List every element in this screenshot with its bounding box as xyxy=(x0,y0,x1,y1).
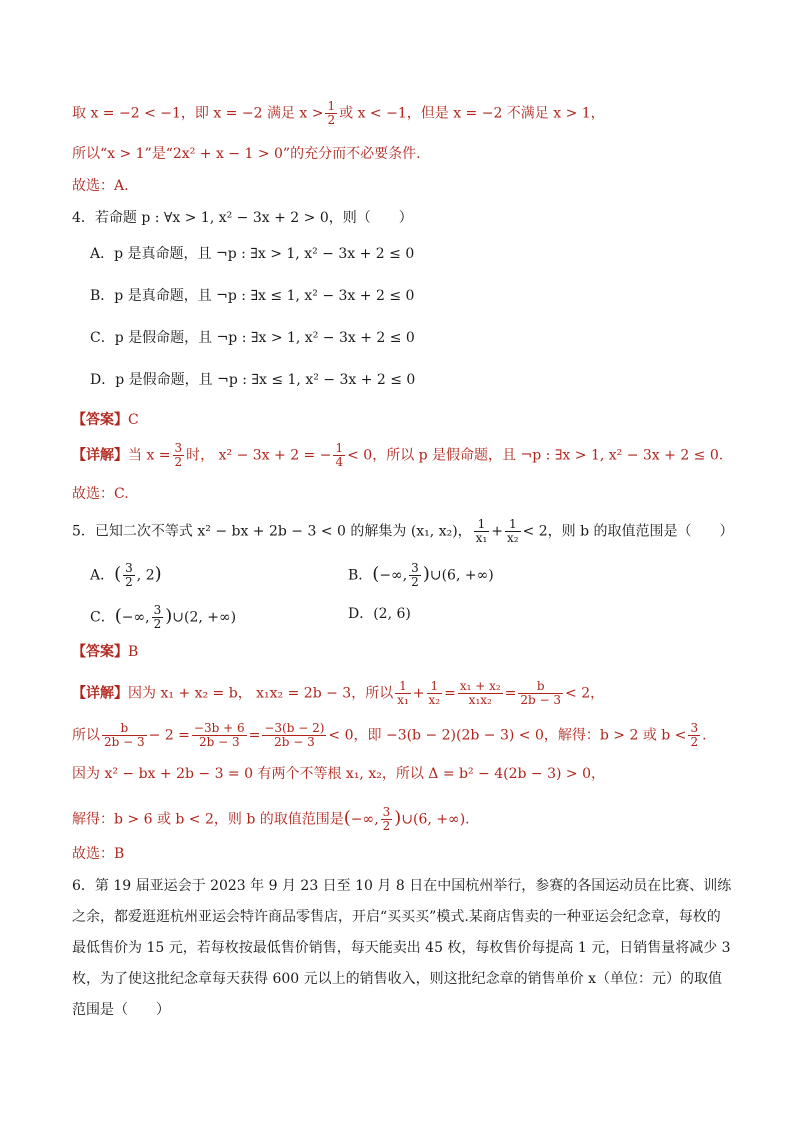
detail-text: 所以 xyxy=(72,727,100,744)
option-text: ∪(2, +∞) xyxy=(172,609,237,626)
paren-close: ) xyxy=(422,563,430,585)
numerator: 3 xyxy=(690,721,699,735)
fraction xyxy=(474,518,490,545)
denominator: 2b − 3 xyxy=(274,735,315,749)
detail-text: 时， x² − 3x + 2 = − xyxy=(186,447,332,464)
numerator: 1 xyxy=(505,518,521,532)
q5-option-d[interactable]: D．(2, 6) xyxy=(348,606,411,622)
denominator: x₂ xyxy=(506,531,519,545)
q4-option-a[interactable]: A．p 是真命题，且 ¬p : ∃x > 1, x² − 3x + 2 ≤ 0 xyxy=(90,246,415,262)
numerator: 3 xyxy=(382,805,391,819)
q5-option-c[interactable]: C．(−∞, $\frac{3}{2}$ )∪(2, +∞) xyxy=(90,603,237,631)
q5-answer xyxy=(72,642,138,662)
numerator: b xyxy=(518,680,563,694)
detail-text: 当 x = xyxy=(128,447,171,464)
denominator: 2 xyxy=(690,735,699,749)
q4-answer xyxy=(72,410,139,430)
option-letter: C． xyxy=(90,609,115,626)
numerator: −3(b − 2) xyxy=(264,721,325,735)
fraction xyxy=(173,442,185,469)
denominator: x₂ xyxy=(428,693,441,707)
solution-line-1 xyxy=(72,100,605,127)
answer-value: C xyxy=(128,412,139,428)
option-letter: B． xyxy=(348,567,373,584)
denominator: 4 xyxy=(335,455,344,469)
paren-open: ( xyxy=(372,563,380,585)
fraction xyxy=(192,722,247,749)
paren-close: ) xyxy=(154,563,162,585)
fraction xyxy=(458,680,503,707)
denominator: x₁ xyxy=(475,531,488,545)
q4-option-d[interactable]: D．p 是假命题，且 ¬p : ∃x ≤ 1, x² − 3x + 2 ≤ 0 xyxy=(90,372,416,388)
stem-text: 5．已知二次不等式 x² − bx + 2b − 3 < 0 的解集为 (x₁, x₂)， xyxy=(72,523,472,540)
fraction xyxy=(152,604,164,631)
fraction xyxy=(395,680,411,707)
fraction xyxy=(262,722,326,749)
answer-tag: 【答案】 xyxy=(72,644,128,660)
fraction xyxy=(381,806,393,833)
fraction xyxy=(102,722,147,749)
q4-option-b[interactable]: B．p 是真命题，且 ¬p : ∃x ≤ 1, x² − 3x + 2 ≤ 0 xyxy=(90,288,415,304)
question-6-text: 6．第 19 届亚运会于 2023 年 9 月 23 日至 10 月 8 日在中国杭州举行，参赛的各国运动员在比赛、训练之余，都爱逛逛杭州亚运会特许商品零售店，开启“买买买”模式.某商店售卖的一种亚运会纪念章，每枚的最低售价为 15 元，若每枚按最低售价销售，每天能卖出 45 枚，每枚售价每提高 1 元，日销售量将减少 3 枚，为了使这批纪念章每天获得 600 元以上的销售收入，则这批纪念章的销售单价 x（单位：元）的取值范围是（ ） xyxy=(72,878,732,1018)
choose-line: 故选：A. xyxy=(72,178,129,194)
numerator: 1 xyxy=(335,441,344,455)
numerator: 1 xyxy=(474,518,490,532)
denominator: x₁ xyxy=(397,693,409,707)
detail-text: ∪(6, +∞). xyxy=(401,811,470,828)
stem-text: < 2，则 b 的取值范围是（ ） xyxy=(522,523,734,540)
numerator: 3 xyxy=(174,441,183,455)
fraction xyxy=(325,100,337,127)
denominator: 2 xyxy=(327,113,336,127)
detail-text: 解得：b > 6 或 b < 2，则 b 的取值范围是 xyxy=(72,811,344,828)
q5-choose: 故选：B xyxy=(72,846,125,862)
paren-open: ( xyxy=(343,807,351,829)
denominator: 2 xyxy=(411,575,419,589)
detail-text: 因为 x₁ + x₂ = b， x₁x₂ = 2b − 3，所以 xyxy=(128,685,394,702)
fraction xyxy=(427,680,443,707)
q5-detail-2: 所以 $\frac{b}{2b - 3}$ − 2 = $\frac{-3b + 6}{2b - 3}$ = $\frac{-3(b - 2)}{2b - 3}$ < 0，即 −3(b − 2)(2b − 3) < 0，解得：b > 2 或 b < $\frac{3}{2}$ . xyxy=(72,721,707,749)
l1-text-b: 或 x < −1，但是 x = −2 不满足 x > 1， xyxy=(339,105,605,122)
denominator: 2b − 3 xyxy=(104,735,145,749)
numerator: 3 xyxy=(125,561,133,575)
fraction xyxy=(123,562,135,589)
fraction xyxy=(688,722,700,749)
l1-text-a: 取 x = −2 < −1，即 x = −2 满足 x > xyxy=(72,105,324,122)
answer-tag: 【答案】 xyxy=(72,412,128,428)
detail-text: < 0，所以 p 是假命题，且 ¬p : ∃x > 1, x² − 3x + 2 ≤ 0. xyxy=(347,447,724,464)
q5-option-a[interactable] xyxy=(90,562,162,589)
numerator: 1 xyxy=(427,680,443,694)
numerator: x₁ + x₂ xyxy=(459,679,501,693)
denominator: 2b − 3 xyxy=(520,693,562,707)
detail-text: < 0，即 −3(b − 2)(2b − 3) < 0，解得：b > 2 或 b < xyxy=(328,727,687,744)
paren-close: ) xyxy=(394,807,402,829)
paren-close: ) xyxy=(165,605,173,627)
denominator: 2 xyxy=(153,617,162,631)
numerator: b xyxy=(102,722,147,736)
solution-line-2: 所以“x > 1”是“2x² + x − 1 > 0”的充分而不必要条件. xyxy=(72,146,421,162)
question-4-stem: 4．若命题 p : ∀x > 1, x² − 3x + 2 > 0，则（ ） xyxy=(72,210,413,226)
q5-option-b[interactable]: B．(−∞, $\frac{3}{2}$ )∪(6, +∞) xyxy=(348,561,494,589)
denominator: 2 xyxy=(125,575,133,589)
denominator: 2 xyxy=(382,819,391,833)
option-letter: A． xyxy=(90,567,115,584)
detail-text: < 2， xyxy=(565,685,605,702)
paren-open: ( xyxy=(114,563,122,585)
numerator: 3 xyxy=(153,603,162,617)
detail-tag: 【详解】 xyxy=(72,447,128,464)
q4-option-c[interactable]: C．p 是假命题，且 ¬p : ∃x > 1, x² − 3x + 2 ≤ 0 xyxy=(90,330,415,346)
q4-detail xyxy=(72,442,723,469)
denominator: x₁x₂ xyxy=(468,693,492,707)
numerator: 3 xyxy=(411,561,419,575)
denominator: 2b − 3 xyxy=(198,735,240,749)
numerator: 1 xyxy=(327,99,336,113)
denominator: 2 xyxy=(174,455,183,469)
paren-open: ( xyxy=(114,605,122,627)
q5-detail-3: 因为 x² − bx + 2b − 3 = 0 有两个不等根 x₁, x₂，所以 Δ = b² − 4(2b − 3) > 0， xyxy=(72,766,606,782)
fraction xyxy=(505,518,521,545)
q5-detail-4: 解得：b > 6 或 b < 2，则 b 的取值范围是(−∞, $\frac{3}{2}$ )∪(6, +∞). xyxy=(72,805,470,833)
q4-choose: 故选：C. xyxy=(72,486,129,502)
option-text: , 2 xyxy=(136,567,155,584)
detail-tag: 【详解】 xyxy=(72,685,128,702)
numerator: −3b + 6 xyxy=(193,721,245,735)
answer-value: B xyxy=(128,644,139,660)
q5-detail-1: 【详解】因为 x₁ + x₂ = b， x₁x₂ = 2b − 3，所以 $\frac{1}{\text{x₁}}$ + $\frac{1}{\text{x₂}}$ = $\frac{\text{x₁ + x₂}}{\text{x₁x₂}}$ = $\frac{b}{2b - 3}$ < 2， xyxy=(72,679,605,707)
question-5-stem: 5．已知二次不等式 x² − bx + 2b − 3 < 0 的解集为 (x₁, x₂)， $\frac{1}{\text{x₁}}$ + $\frac{1}{\text{x₂}}$ < 2，则 b 的取值范围是（ ） xyxy=(72,517,734,545)
fraction xyxy=(518,680,563,707)
fraction xyxy=(333,442,345,469)
fraction xyxy=(409,562,421,589)
option-text: ∪(6, +∞) xyxy=(429,567,494,584)
numerator: 1 xyxy=(395,680,411,694)
